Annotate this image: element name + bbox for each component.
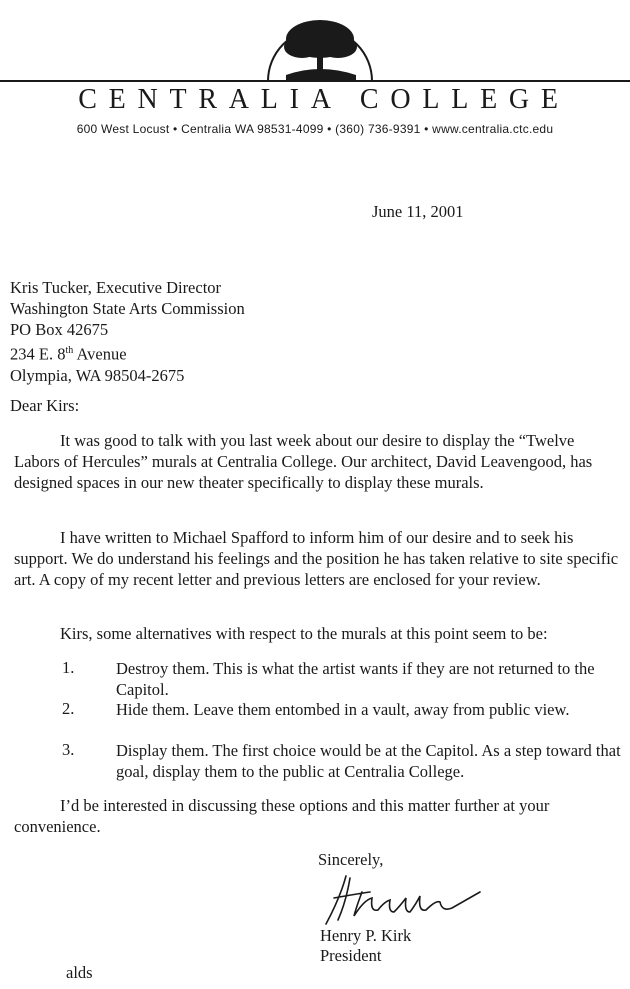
college-logo-tree-icon — [266, 5, 374, 85]
letterhead-address: 600 West Locust • Centralia WA 98531-4099 • (360) 736-9391 • www.centralia.ctc.edu — [76, 122, 554, 136]
street-name: Avenue — [73, 344, 127, 364]
inside-address — [10, 277, 245, 386]
typist-initials: alds — [66, 963, 93, 982]
recipient-name: Kris Tucker, Executive Director — [10, 278, 222, 297]
list-item-number: 3. — [62, 740, 75, 759]
signatory-name: Henry P. Kirk — [320, 926, 412, 945]
list-item-text: Destroy them. This is what the artist wants if they are not returned to the Capitol. — [116, 659, 595, 699]
recipient-city: Olympia, WA 98504-2675 — [10, 365, 185, 385]
letter-date: June 11, 2001 — [372, 202, 464, 221]
body-paragraph-3: Kirs, some alternatives with respect to the murals at this point seem to be: — [60, 624, 548, 643]
college-name: CENTRALIA COLLEGE — [78, 84, 570, 115]
letterhead-rule — [0, 80, 630, 82]
signatory-title: President — [320, 946, 382, 965]
body-paragraph-1: It was good to talk with you last week about our desire to display the “Twelve Labors of Hercules” murals at Centralia College. Our architect, David Leavengood, has designed spaces in our new theater specifically to display these murals. — [14, 431, 593, 492]
list-item-number: 2. — [62, 699, 75, 718]
recipient-organization: Washington State Arts Commission — [10, 299, 245, 318]
handwritten-signature — [312, 868, 488, 928]
complimentary-close: Sincerely, — [318, 850, 384, 869]
body-paragraph-2: I have written to Michael Spafford to inform him of our desire and to seek his support. We do understand his feelings and the position he has taken relative to site specific art. A copy of my recent letter and previous letters are enclosed for your review. — [14, 528, 619, 589]
recipient-street — [10, 340, 245, 365]
salutation: Dear Kirs: — [10, 396, 80, 415]
street-number: 234 E. 8 — [10, 344, 66, 364]
body-paragraph-4: I’d be interested in discussing these options and this matter further at your convenience. — [14, 796, 550, 836]
list-item-number: 1. — [62, 658, 75, 677]
street-ordinal: th — [65, 345, 74, 356]
list-item-text: Display them. The first choice would be at the Capitol. As a step toward that goal, display them to the public at Centralia College. — [116, 741, 621, 781]
list-item-text: Hide them. Leave them entombed in a vault, away from public view. — [116, 700, 570, 719]
recipient-po-box: PO Box 42675 — [10, 320, 109, 339]
